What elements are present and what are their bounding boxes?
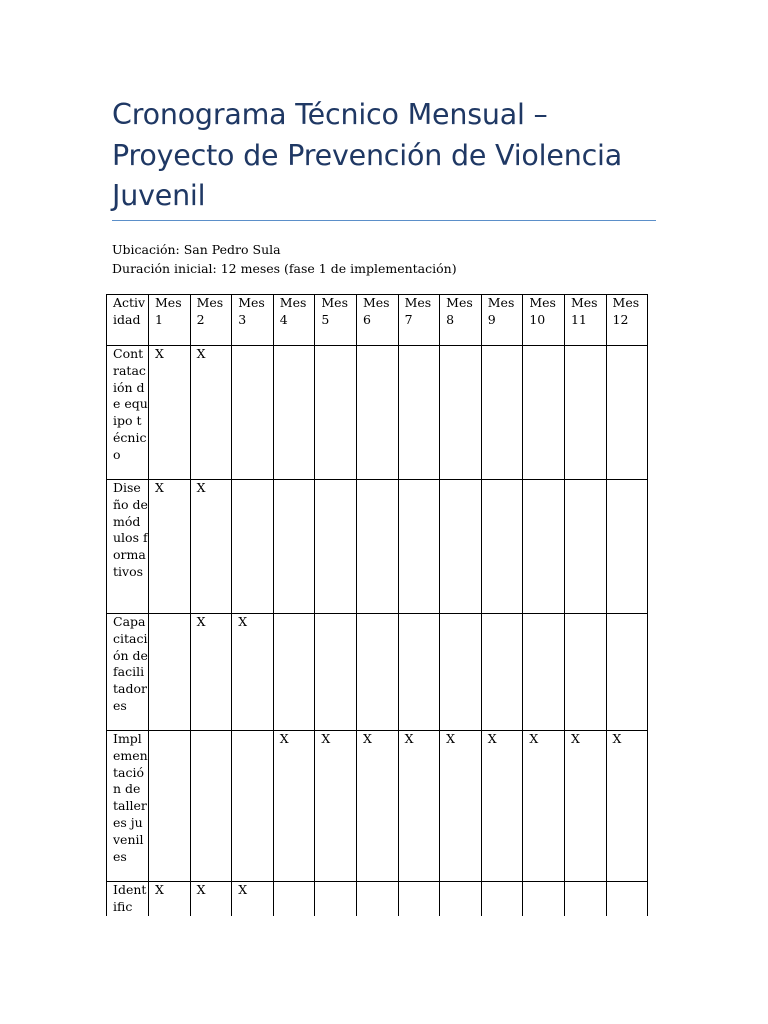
mark-cell [481,346,523,480]
header-activity: Actividad [107,295,149,346]
mark-cell [149,731,191,882]
mark-cell: X [149,882,191,917]
table-header-row [107,295,648,346]
mark-cell [398,882,440,917]
header-month: Mes 3 [232,295,274,346]
mark-cell [440,346,482,480]
mark-cell [315,882,357,917]
document-title: Cronograma Técnico Mensual – Proyecto de Prevención de Violencia Juvenil [112,98,623,212]
mark-cell [398,480,440,614]
mark-cell: X [149,480,191,614]
activity-cell: Implementación de talleres juveniles [107,731,149,882]
mark-cell [315,614,357,731]
schedule-table [106,294,648,916]
header-month: Mes 10 [523,295,565,346]
mark-cell: X [232,614,274,731]
header-month: Mes 7 [398,295,440,346]
activity-cell: Contratación de equipo técnico [107,346,149,480]
activity-cell: Identific [107,882,149,917]
mark-cell [356,614,398,731]
header-month: Mes 5 [315,295,357,346]
mark-cell [315,346,357,480]
mark-cell [523,614,565,731]
mark-cell: X [564,731,606,882]
mark-cell [481,480,523,614]
mark-cell [149,614,191,731]
mark-cell: X [440,731,482,882]
mark-cell [481,614,523,731]
header-month: Mes 12 [606,295,648,346]
mark-cell [606,480,648,614]
mark-cell [564,346,606,480]
mark-cell: X [190,614,232,731]
mark-cell [523,882,565,917]
mark-cell [523,480,565,614]
header-month: Mes 2 [190,295,232,346]
table-row [107,614,648,731]
mark-cell: X [190,480,232,614]
table-row [107,882,648,917]
mark-cell [606,614,648,731]
mark-cell [440,614,482,731]
mark-cell: X [606,731,648,882]
table-row [107,731,648,882]
mark-cell [564,614,606,731]
mark-cell [273,614,315,731]
header-month: Mes 9 [481,295,523,346]
mark-cell: X [398,731,440,882]
table-row [107,480,648,614]
mark-cell [440,882,482,917]
mark-cell [273,882,315,917]
mark-cell [440,480,482,614]
mark-cell: X [356,731,398,882]
header-month: Mes 1 [149,295,191,346]
mark-cell [273,480,315,614]
mark-cell [232,731,274,882]
mark-cell [606,346,648,480]
duration-line: Duración inicial: 12 meses (fase 1 de implementación) [112,261,457,276]
mark-cell: X [523,731,565,882]
mark-cell: X [481,731,523,882]
mark-cell: X [190,882,232,917]
activity-cell: Diseño de módulos formativos [107,480,149,614]
activity-cell: Capacitación de facilitadores [107,614,149,731]
header-month: Mes 11 [564,295,606,346]
header-month: Mes 4 [273,295,315,346]
mark-cell [232,480,274,614]
location-line: Ubicación: San Pedro Sula [112,242,281,257]
mark-cell [481,882,523,917]
mark-cell [523,346,565,480]
mark-cell [398,614,440,731]
mark-cell [356,480,398,614]
mark-cell: X [149,346,191,480]
mark-cell: X [315,731,357,882]
mark-cell [315,480,357,614]
mark-cell [606,882,648,917]
mark-cell [232,346,274,480]
mark-cell [564,882,606,917]
table-row [107,346,648,480]
mark-cell [356,346,398,480]
mark-cell [190,731,232,882]
mark-cell [564,480,606,614]
mark-cell [398,346,440,480]
mark-cell: X [232,882,274,917]
mark-cell [273,346,315,480]
mark-cell: X [190,346,232,480]
header-month: Mes 8 [440,295,482,346]
mark-cell: X [273,731,315,882]
mark-cell [356,882,398,917]
header-month: Mes 6 [356,295,398,346]
